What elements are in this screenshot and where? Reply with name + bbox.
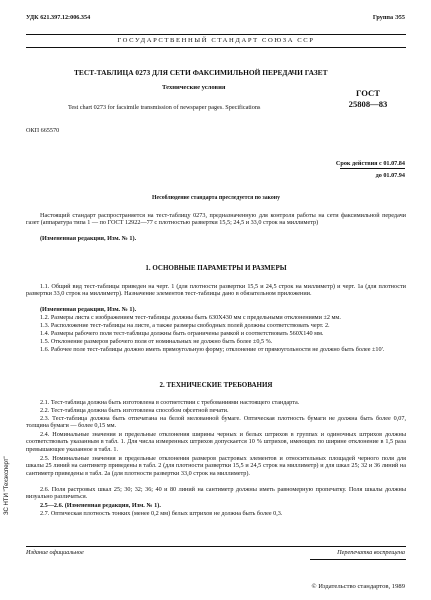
validity-underline — [340, 168, 405, 169]
copyright-rule — [310, 559, 406, 560]
clause-2-2: 2.2. Тест-таблица должна быть изготовлена способом офсетной печати. — [40, 407, 229, 414]
validity-to: до 01.07.94 — [375, 172, 405, 179]
clause-2-1: 2.1. Тест-таблица должна быть изготовлена в соответствии с требованиями настоящего стандарта. — [40, 399, 300, 406]
clause-2-3: 2.3. Тест-таблица должна быть отпечатана на белой мелованной бумаге. Оптическая плотность бумаги не должна быть более 0,07, толщина бумаги — более 0,15 мм. — [26, 415, 406, 430]
header-rule-top — [26, 34, 406, 35]
copyright-notice: © Издательство стандартов, 1989 — [311, 583, 405, 590]
clause-2-5: 2.5. Номинальные значения и предельные отклонения размеров растровых элементов и относительных площадей черного поля для шкалы 25 линий на сантиметр приведены в табл. 2 (для плотности развертки 15,5 и 24,5 строк на миллиметр) и для шкал 25; 32 и 36 линий на сантиметр приведены в табл. 2а (для плотности развертки 33,0 строк на миллиметр). — [26, 455, 406, 477]
validity-from: Срок действия с 01.07.84 — [335, 160, 405, 167]
udk-code: УДК 621.397.12:006.354 — [26, 14, 91, 21]
section-2-heading: 2. ТЕХНИЧЕСКИЕ ТРЕБОВАНИЯ — [159, 381, 273, 389]
document-subtitle: Технические условия — [162, 84, 226, 91]
header-rule-bottom — [26, 47, 406, 48]
gost-number: 25808—83 — [348, 99, 388, 109]
footer-official-edition: Издание официальное — [26, 549, 84, 556]
side-stamp: ЗС НТИ "Техэксперт" — [4, 456, 10, 515]
english-title: Test chart 0273 for facsimile transmission of newspaper pages. Specifications — [68, 104, 261, 111]
clause-1-2: 1.2. Размеры листа с изображением тест-таблицы должны быть 630X430 мм с предельными отклонениями ±2 мм. — [40, 314, 341, 321]
footer-reprint-prohibited: Перепечатка воспрещена — [337, 549, 405, 556]
clause-2-5-6-edition: 2.5—2.6. (Измененная редакция, Изм. № 1). — [40, 502, 161, 509]
intro-edition-note: (Измененная редакция, Изм. № 1). — [40, 235, 137, 242]
footer-rule — [26, 546, 406, 547]
clause-1-6: 1.6. Рабочее поле тест-таблицы должно иметь прямоугольную форму; отклонение от прямоугольности не должно быть более ±10′. — [40, 346, 385, 353]
clause-2-6: 2.6. Поля растровых шкал 25; 30; 32; 36; 40 и 80 линий на сантиметр должны иметь равномерную пропечатку. Поля шкалы должны визуально различаться. — [26, 486, 406, 501]
gost-banner: ГОСУДАРСТВЕННЫЙ СТАНДАРТ СОЮЗА ССР — [117, 37, 315, 44]
clause-1-1-edition: (Измененная редакция, Изм. № 1). — [40, 306, 137, 313]
clause-2-4: 2.4. Номинальные значения и предельные отклонения ширины черных и белых штрихов в группах и одиночных штрихов должны соответствовать указанным в табл. 1. Для числа измеренных штрихов допускается 10 % штрихов, имеющих по ширине отклонение в 1,5 раза превышающее указанное в табл. 1. — [26, 431, 406, 453]
gost-label: ГОСТ — [356, 88, 380, 98]
intro-paragraph: Настоящий стандарт распространяется на тест-таблицу 0273, предназначенную для контроля работы на сети факсимильной передачи газет (аппаратура типа 1 — по ГОСТ 12922—77 с плотностью развертки 15,5; 24,5 и 33,0 строк на миллиметр) — [26, 212, 406, 227]
clause-1-4: 1.4. Размеры рабочего поля тест-таблицы должны быть ограничены рамкой и соответствовать 560X140 мм. — [40, 330, 324, 337]
okp-code: ОКП 665570 — [26, 127, 60, 134]
group-code: Группа Э55 — [372, 14, 405, 21]
section-1-heading: 1. ОСНОВНЫЕ ПАРАМЕТРЫ И РАЗМЕРЫ — [145, 264, 287, 272]
clause-2-7: 2.7. Оптическая плотность тонких (менее 0,2 мм) белых штрихов не должна быть более 0,3. — [40, 510, 283, 517]
clause-1-3: 1.3. Расположение тест-таблицы на листе, а также размеры свободных полей должны соответствовать черт. 2. — [40, 322, 330, 329]
clause-1-1: 1.1. Общий вид тест-таблицы приведен на черт. 1 (для плотности развертки 15,5 и 24,5 строк на миллиметр) и черт. 1а (для плотности развертки 33,0 строк на миллиметр). Назначение элементов тест-таблицы дано в обязательном приложении. — [26, 283, 406, 298]
law-note: Несоблюдение стандарта преследуется по закону — [151, 195, 281, 201]
clause-1-5: 1.5. Отклонение размеров рабочего поля от номинальных не должно быть более ±0,5 %. — [40, 338, 273, 345]
document-title: ТЕСТ-ТАБЛИЦА 0273 ДЛЯ СЕТИ ФАКСИМИЛЬНОЙ ПЕРЕДАЧИ ГАЗЕТ — [74, 68, 328, 77]
